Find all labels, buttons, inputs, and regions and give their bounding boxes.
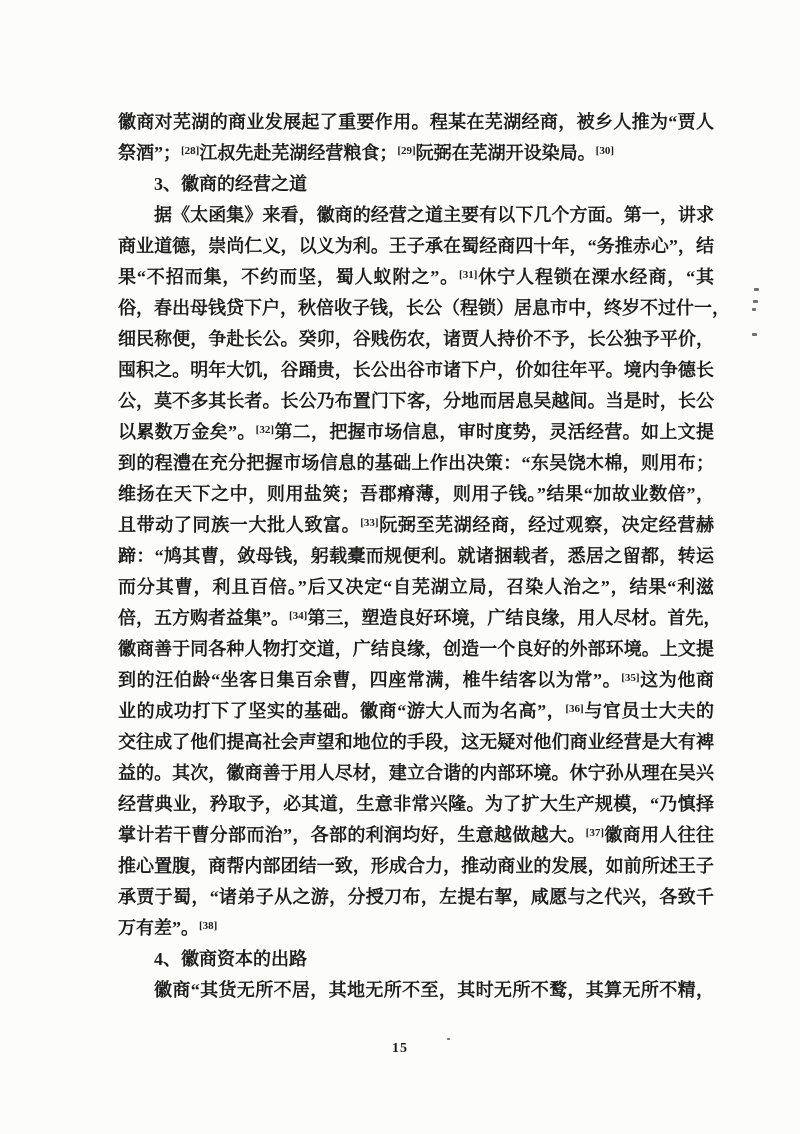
text-line: 徽商对芜湖的商业发展起了重要作用。程某在芜湖经商，被乡人推为“贾人 bbox=[118, 112, 714, 132]
text-line: 而分其曹，利且百倍。”后又决定“自芜湖立局，召染人治之”，结果“利滋 bbox=[118, 577, 714, 597]
text-line: 公，莫不多其长者。长公乃布置门下客，分地而居息吴越间。当是时，长公 bbox=[118, 391, 714, 411]
footnote-ref: [37] bbox=[585, 827, 604, 839]
footnote-ref: [29] bbox=[397, 145, 416, 157]
section-heading: 3、徽商的经营之道 bbox=[154, 174, 307, 194]
scan-speck bbox=[754, 288, 759, 291]
footnote-ref: [38] bbox=[199, 920, 218, 932]
text-line: 推心置腹，商帮内部团结一致，形成合力，推动商业的发展，如前所述王子 bbox=[118, 856, 714, 876]
text-line: 俗，春出母钱贷下户，秋倍收子钱，长公（程锁）居息市中，终岁不过什一， bbox=[118, 298, 730, 318]
page-number: 15 bbox=[392, 1041, 408, 1056]
text-line: 万有差”。[38] bbox=[118, 918, 218, 938]
scan-speck bbox=[447, 1038, 450, 1040]
text-line: 交往成了他们提高社会声望和地位的手段，这无疑对他们商业经营是大有裨 bbox=[118, 732, 714, 752]
text-line: 倍，五方购者益集”。[34]第三，塑造良好环境，广结良缘，用人尽材。首先， bbox=[118, 608, 722, 628]
footnote-ref: [34] bbox=[289, 610, 308, 622]
scan-speck bbox=[752, 308, 756, 311]
scan-speck bbox=[753, 300, 758, 303]
text-line: 果“不招而集，不约而坚，蜀人蚁附之”。[31]休宁人程锁在溧水经商，“其 bbox=[118, 267, 715, 287]
footnote-ref: [35] bbox=[621, 672, 640, 684]
text-line: 商业道德，崇尚仁义，以义为利。王子承在蜀经商四十年，“务推赤心”，结 bbox=[118, 236, 714, 256]
text-line: 徽商“其货无所不居，其地无所不至，其时无所不鹜，其算无所不精， bbox=[154, 980, 714, 1000]
text-line: 据《太函集》来看，徽商的经营之道主要有以下几个方面。第一，讲求 bbox=[154, 205, 714, 225]
text-line: 细民称便，争赴长公。癸卯，谷贱伤农，诸贾人持价不予，长公独予平价， bbox=[118, 329, 714, 349]
footnote-ref: [30] bbox=[595, 145, 614, 157]
text-line: 业的成功打下了坚实的基础。徽商“游大人而为名高”，[36]与官员士大夫的 bbox=[118, 701, 715, 721]
footnote-ref: [33] bbox=[360, 517, 379, 529]
text-line: 祭酒”；[28]江叔先赴芜湖经营粮食；[29]阮弼在芜湖开设染局。[30] bbox=[118, 143, 614, 163]
text-line: 经营典业，矜取予，必其道，生意非常兴隆。为了扩大生产规模，“乃慎择 bbox=[118, 794, 714, 814]
text-line: 到的程澧在充分把握市场信息的基础上作出决策：“东吴饶木棉，则用布； bbox=[118, 453, 714, 473]
footnote-ref: [36] bbox=[565, 703, 584, 715]
section-heading: 4、徽商资本的出路 bbox=[154, 949, 307, 969]
footnote-ref: [32] bbox=[255, 424, 274, 436]
text-line: 承贾于蜀，“诸弟子从之游，分授刀布，左提右挈，咸愿与之代兴，各致千 bbox=[118, 887, 714, 907]
footnote-ref: [31] bbox=[459, 269, 478, 281]
text-line: 到的汪伯龄“坐客日集百余曹，四座常满，椎牛结客以为常”。[35]这为他商 bbox=[118, 670, 715, 690]
text-line: 益的。其次，徽商善于用人尽材，建立合谐的内部环境。休宁孙从理在吴兴 bbox=[118, 763, 714, 783]
text-line: 蹄：“鸠其曹，敛母钱，躬载橐而规便利。就诸捆载者，悉居之留都，转运 bbox=[118, 546, 714, 566]
footnote-ref: [28] bbox=[181, 145, 200, 157]
text-line: 徽商善于同各种人物打交道，广结良缘，创造一个良好的外部环境。上文提 bbox=[118, 639, 714, 659]
text-block bbox=[118, 107, 730, 1006]
text-line: 以累数万金矣”。[32]第二，把握市场信息，审时度势，灵活经营。如上文提 bbox=[118, 422, 715, 442]
scan-speck bbox=[752, 333, 757, 336]
text-line: 囤积之。明年大饥，谷踊贵，长公出谷市诸下户，价如往年平。境内争德长 bbox=[118, 360, 714, 380]
text-line: 且带动了同族一大批人致富。[33]阮弼至芜湖经商，经过观察，决定经营赫 bbox=[118, 515, 714, 535]
text-line: 维扬在天下之中，则用盐筴；吾郡瘠薄，则用子钱。”结果“加故业数倍”， bbox=[118, 484, 714, 504]
text-line: 掌计若干曹分部而治”，各部的利润均好，生意越做越大。[37]徽商用人往往 bbox=[118, 825, 715, 845]
